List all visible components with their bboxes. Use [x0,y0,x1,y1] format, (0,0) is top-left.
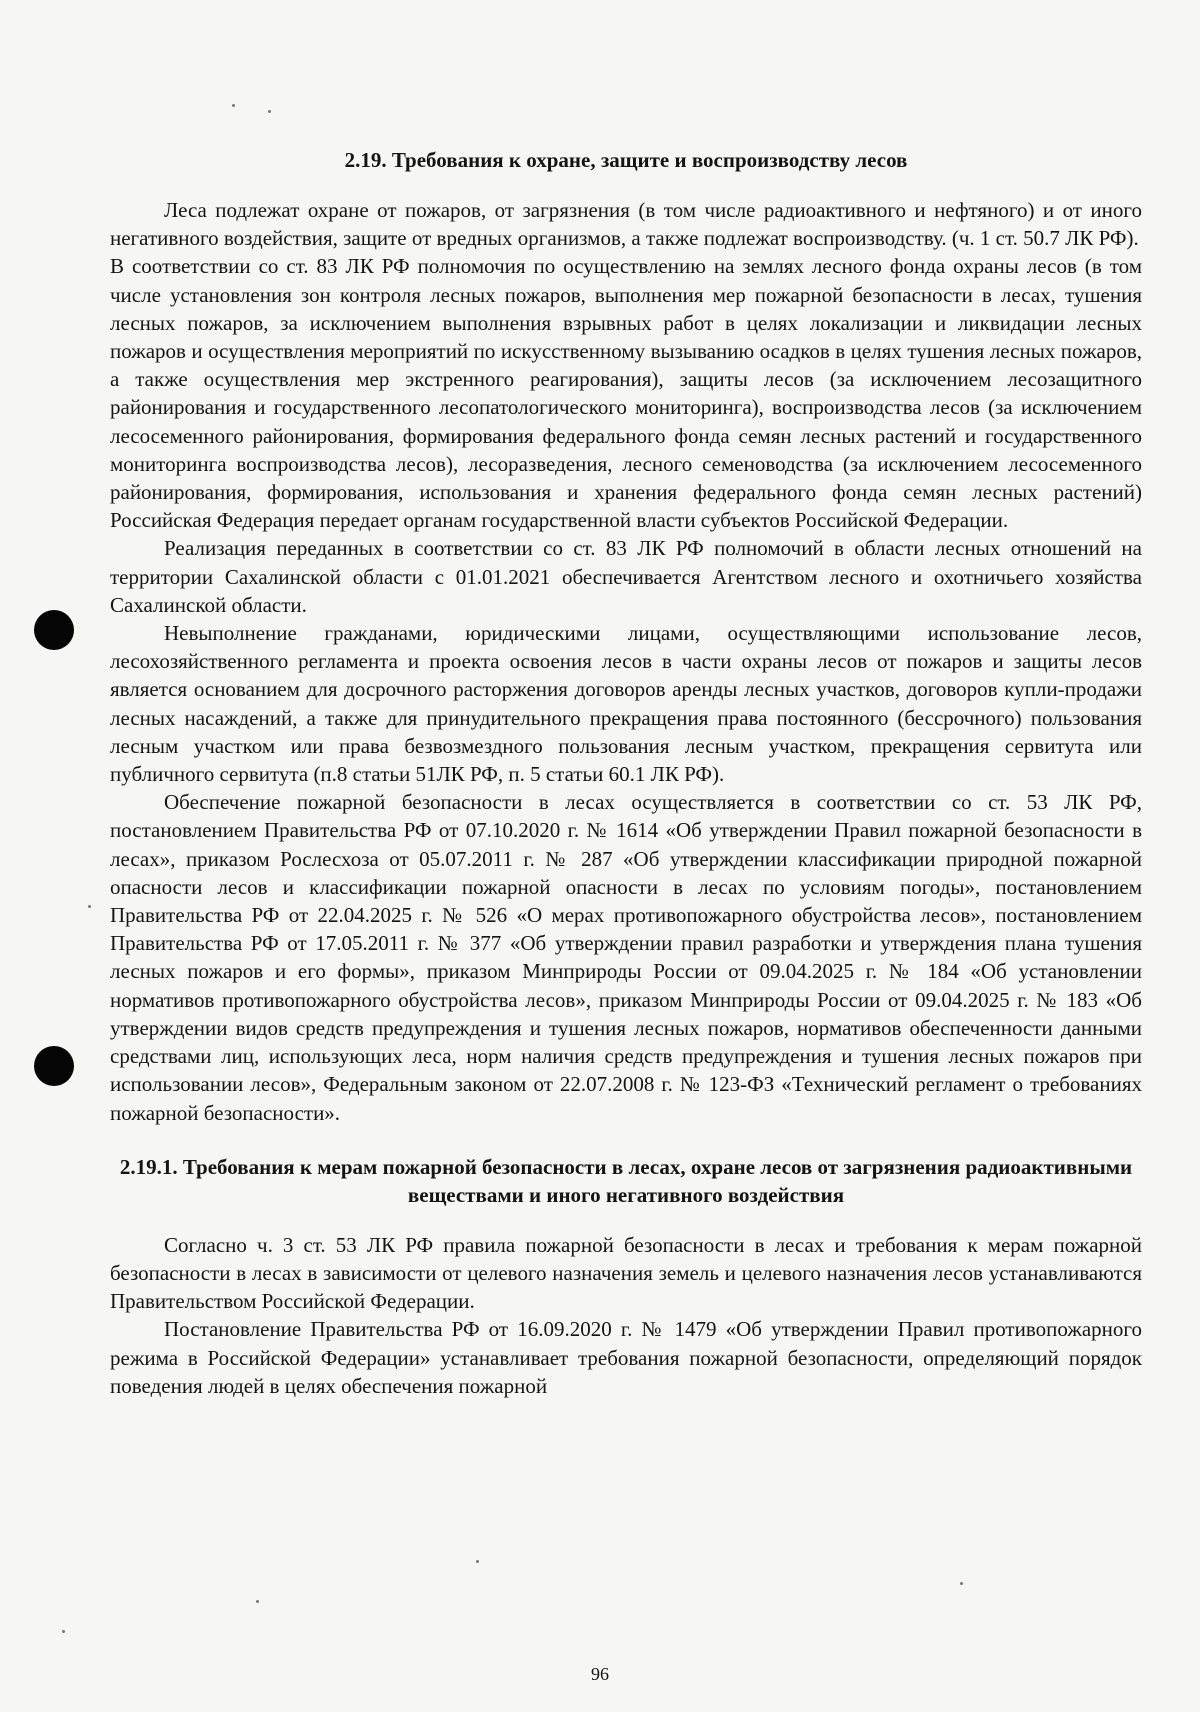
paragraph: Леса подлежат охране от пожаров, от загрязнения (в том числе радиоактивного и нефтяного) и от иного негативного воздействия, защите от вредных организмов, а также подлежат воспроизводству. (ч. 1 ст. 50.7 ЛК РФ). [110,198,1142,251]
page-number: 96 [591,1664,609,1684]
paragraph: Обеспечение пожарной безопасности в лесах осуществляется в соответствии со ст. 53 ЛК РФ, постановлением Правительства РФ от 07.10.2020 г. № 1614 «Об утверждении Правил пожарной безопасности в лесах», приказом Рослесхоза от 05.07.2011 г. № 287 «Об утверждении классификации природной пожарной опасности лесов и классификации пожарной опасности в лесах по условиям погоды», постановлением Правительства РФ от 22.04.2025 г. № 526 «О мерах противопожарного обустройства лесов», постановлением Правительства РФ от 17.05.2011 г. № 377 «Об утверждении правил разработки и утверждения плана тушения лесных пожаров и его формы», приказом Минприроды России от 09.04.2025 г. № 184 «Об установлении нормативов противопожарного обустройства лесов», приказом Минприроды России от 09.04.2025 г. № 183 «Об утверждении видов средств предупреждения и тушения лесных пожаров, нормативов обеспеченности данными средствами лиц, использующих леса, норм наличия средств предупреждения и тушения лесных пожаров при использовании лесов», Федеральным законом от 22.07.2008 г. № 123-ФЗ «Технический регламент о требованиях пожарной безопасности». [110,790,1142,1125]
scan-speck [476,1560,479,1563]
paragraph: Постановление Правительства РФ от 16.09.2020 г. № 1479 «Об утверждении Правил противопожарного режима в Российской Федерации» устанавливает требования пожарной безопасности, определяющий порядок поведения людей в целях обеспечения пожарной [110,1317,1142,1398]
document-body [110,146,1142,1400]
scan-speck [232,104,235,107]
paragraph: Реализация переданных в соответствии со ст. 83 ЛК РФ полномочий в области лесных отношений на территории Сахалинской области с 01.01.2021 обеспечивается Агентством лесного и охотничьего хозяйства Сахалинской области. [110,536,1142,617]
paragraph: Согласно ч. 3 ст. 53 ЛК РФ правила пожарной безопасности в лесах и требования к мерам пожарной безопасности в лесах в зависимости от целевого назначения земель и целевого назначения лесов устанавливаются Правительством Российской Федерации. [110,1232,1142,1314]
scan-speck [256,1600,259,1603]
scan-speck [960,1582,963,1585]
paragraph: Невыполнение гражданами, юридическими лицами, осуществляющими использование лесов, лесохозяйственного регламента и проекта освоения лесов в части охраны лесов от пожаров и защиты лесов является основанием для досрочного расторжения договоров аренды лесных участков, договоров купли-продажи лесных насаждений, а также для принудительного прекращения права постоянного (бессрочного) пользования лесным участком или права безвозмездного пользования лесным участком, прекращения сервитута или публичного сервитута (п.8 статьи 51ЛК РФ, п. 5 статьи 60.1 ЛК РФ). [110,621,1142,787]
subsection-title: 2.19.1. Требования к мерам пожарной безопасности в лесах, охране лесов от загрязнения радиоактивными веществами и иного негативного воздействия [119,1154,1133,1207]
scan-speck [88,905,91,908]
punch-hole [34,610,74,650]
punch-hole [34,1046,74,1086]
paragraph: В соответствии со ст. 83 ЛК РФ полномочия по осуществлению на землях лесного фонда охраны лесов (в том числе установления зон контроля лесных пожаров, выполнения мер пожарной безопасности в лесах, тушения лесных пожаров, за исключением выполнения взрывных работ в целях локализации и ликвидации лесных пожаров и осуществления мероприятий по искусственному вызыванию осадков в целях тушения лесных пожаров, а также осуществления мер экстренного реагирования), защиты лесов (за исключением лесозащитного районирования и государственного лесопатологического мониторинга), воспроизводства лесов (за исключением лесосеменного районирования, формирования федерального фонда семян лесных растений и государственного мониторинга воспроизводства лесов), лесоразведения, лесного семеноводства (за исключением лесосеменного районирования, формирования, использования и хранения федерального фонда семян лесных растений) Российская Федерация передает органам государственной власти субъектов Российской Федерации. [110,254,1142,533]
section-title: 2.19. Требования к охране, защите и воспроизводству лесов [344,148,908,172]
scan-speck [62,1630,65,1633]
scan-speck [268,110,271,113]
